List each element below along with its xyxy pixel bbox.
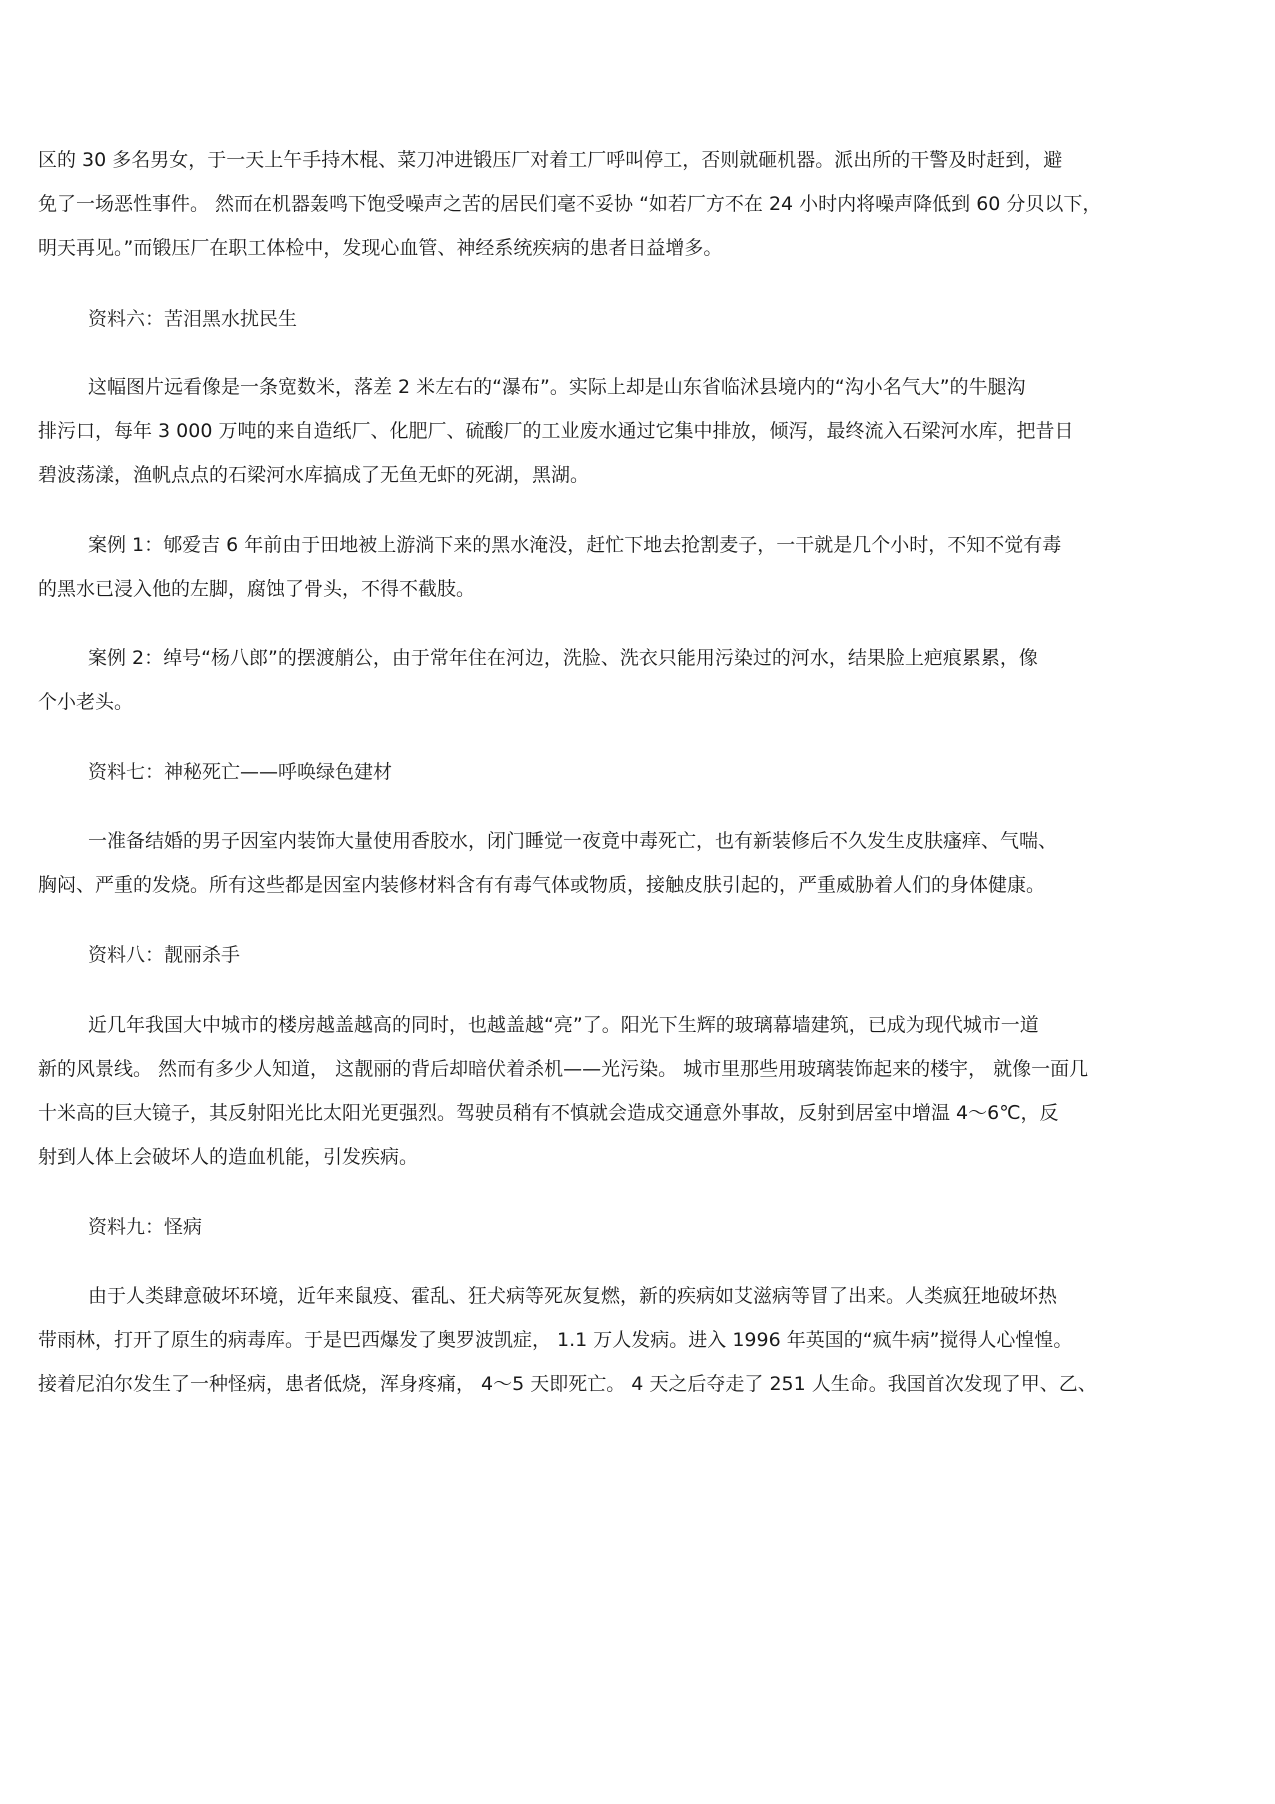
text-line: 新的风景线。 然而有多少人知道， 这靓丽的背后却暗伏着杀机——光污染。 城市里那些用玻璃装饰起来的楼宇， 就像一面几 <box>38 1058 1089 1080</box>
text-line: 近几年我国大中城市的楼房越盖越高的同时，也越盖越“亮”了。阳光下生辉的玻璃幕墙建筑，已成为现代城市一道 <box>88 1014 1039 1036</box>
text-line: 这幅图片远看像是一条宽数米，落差 2 米左右的“瀑布”。实际上却是山东省临沭县境内的“沟小名气大”的牛腿沟 <box>88 376 1026 398</box>
text-line: 区的 30 多名男女，于一天上午手持木棍、菜刀冲进锻压厂对着工厂呼叫停工，否则就砸机器。派出所的干警及时赶到，避 <box>38 149 1063 171</box>
text-line: 由于人类肆意破坏环境，近年来鼠疫、霍乱、狂犬病等死灰复燃，新的疾病如艾滋病等冒了出来。人类疯狂地破坏热 <box>88 1285 1058 1307</box>
text-line: 十米高的巨大镜子，其反射阳光比太阳光更强烈。驾驶员稍有不慎就会造成交通意外事故，反射到居室中增温 4～6℃，反 <box>38 1102 1059 1124</box>
text-line: 明天再见。”而锻压厂在职工体检中，发现心血管、神经系统疾病的患者日益增多。 <box>38 237 723 259</box>
text-line: 射到人体上会破坏人的造血机能，引发疾病。 <box>38 1146 419 1168</box>
text-line: 排污口，每年 3 000 万吨的来自造纸厂、化肥厂、硫酸厂的工业废水通过它集中排放，倾泻，最终流入石梁河水库，把昔日 <box>38 420 1074 442</box>
text-line: 个小老头。 <box>38 691 134 713</box>
text-line: 的黑水已浸入他的左脚，腐蚀了骨头，不得不截肢。 <box>38 578 476 600</box>
section-heading: 资料八：靓丽杀手 <box>88 944 241 966</box>
text-line: 免了一场恶性事件。 然而在机器轰鸣下饱受噪声之苦的居民们毫不妥协 “如若厂方不在 24 小时内将噪声降低到 60 分贝以下， <box>38 193 1102 215</box>
section-heading: 资料九：怪病 <box>88 1216 203 1238</box>
section-heading: 资料六：苦泪黑水扰民生 <box>88 308 298 330</box>
text-line: 一准备结婚的男子因室内装饰大量使用香胶水，闭门睡觉一夜竟中毒死亡，也有新装修后不久发生皮肤瘙痒、气喘、 <box>88 830 1058 852</box>
text-line: 碧波荡漾，渔帆点点的石梁河水库搞成了无鱼无虾的死湖，黑湖。 <box>38 464 590 486</box>
text-line: 带雨林，打开了原生的病毒库。于是巴西爆发了奥罗波凯症， 1.1 万人发病。进入 1996 年英国的“疯牛病”搅得人心惶惶。 <box>38 1329 1073 1351</box>
text-line: 胸闷、严重的发烧。所有这些都是因室内装修材料含有有毒气体或物质，接触皮肤引起的，严重威胁着人们的身体健康。 <box>38 874 1046 896</box>
text-line: 案例 1：郇爱吉 6 年前由于田地被上游淌下来的黑水淹没，赶忙下地去抢割麦子，一干就是几个小时，不知不觉有毒 <box>88 534 1062 556</box>
text-line: 接着尼泊尔发生了一种怪病，患者低烧，浑身疼痛， 4～5 天即死亡。 4 天之后夺走了 251 人生命。我国首次发现了甲、乙、 <box>38 1373 1097 1395</box>
text-line: 案例 2：绰号“杨八郎”的摆渡艄公，由于常年住在河边，洗脸、洗衣只能用污染过的河水，结果脸上疤痕累累，像 <box>88 647 1038 669</box>
section-heading: 资料七：神秘死亡——呼唤绿色建材 <box>88 761 393 783</box>
